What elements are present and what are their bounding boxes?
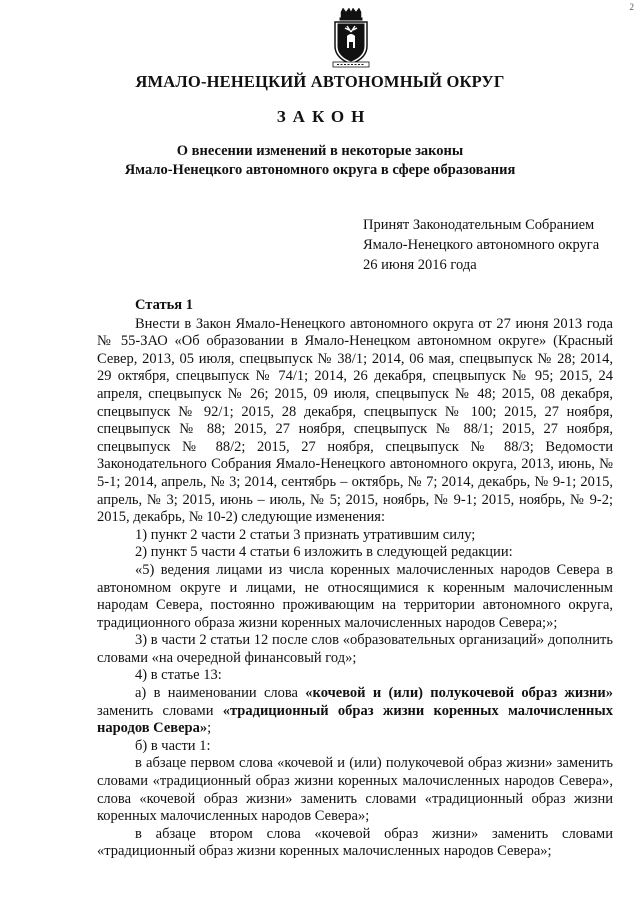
title-line-2: Ямало-Ненецкого автономного округа в сфере образования xyxy=(124,162,516,178)
item-2-quote: «5) ведения лицами из числа коренных малочисленных народов Севера в автономном округе и лицами, не относящимися к коренным малочисленным народам Севера, постоянно проживающим на территории автономного округа, традиционного образа жизни коренных малочисленных народов Севера;»; xyxy=(97,561,613,631)
page-mark: 2 xyxy=(629,2,634,12)
item-4b-paragraph-1: в абзаце первом слова «кочевой и (или) полукочевой образ жизни» заменить словами «традиционный образ жизни коренных малочисленных народов Севера», слова «кочевой образ жизни» заменить словами «традиционный образ жизни коренных малочисленных народов Севера»; xyxy=(97,755,613,825)
coat-of-arms-icon xyxy=(329,8,373,68)
adoption-line-2: Ямало-Ненецкого автономного округа xyxy=(363,237,600,253)
item-4a-end: ; xyxy=(207,720,212,737)
item-4: 4) в статье 13: xyxy=(135,667,222,684)
item-2: 2) пункт 5 части 4 статьи 6 изложить в следующей редакции: xyxy=(135,544,513,561)
item-4a-mid: заменить словами xyxy=(97,702,223,719)
item-4b: б) в части 1: xyxy=(135,737,211,754)
adoption-note xyxy=(363,215,599,275)
item-4a-old-words: «кочевой и (или) полукочевой образ жизни» xyxy=(305,685,613,702)
document-type: ЗАКОН xyxy=(276,107,372,126)
adoption-line-1: Принят Законодательным Собранием xyxy=(363,217,595,233)
document-title xyxy=(0,142,640,180)
item-3: 3) в части 2 статьи 12 после слов «образовательных организаций» дополнить словами «на очередной финансовый год»; xyxy=(97,632,613,666)
article-heading: Статья 1 xyxy=(135,297,193,313)
item-4b-paragraph-2: в абзаце втором слова «кочевой образ жизни» заменить словами «традиционный образ жизни коренных малочисленных народов Севера»; xyxy=(97,825,613,860)
item-4a-new-words: «традиционный образ жизни коренных малочисленных народов Севера» xyxy=(97,702,613,737)
item-4a-start: а) в наименовании слова xyxy=(135,685,306,702)
item-4a xyxy=(97,685,613,738)
title-line-1: О внесении изменений в некоторые законы xyxy=(176,143,464,159)
article-intro: Внести в Закон Ямало-Ненецкого автономного округа от 27 июня 2013 года № 55-ЗАО «Об образовании в Ямало-Ненецком автономном округе» (Красный Север, 2013, 05 июля, спецвыпуск № 38/1; 2014, 06 мая, спецвыпуск № 28; 2014, 29 октября, спецвыпуск № 74/1; 2014, 26 декабря, спецвыпуск № 95; 2015, 24 апреля, спецвыпуск № 26; 2015, 09 июля, спецвыпуск № 48; 2015, 08 декабря, спецвыпуск № 92/1; 2015, 28 декабря, спецвыпуск № 100; 2015, 27 ноября, спецвыпуск № 88; 2015, 27 ноября, спецвыпуск № 88/1; 2015, 27 ноября, спецвыпуск № 88/2; 2015, 27 ноября, спецвыпуск № 88/3; Ведомости Законодательного Собрания Ямало-Ненецкого автономного округа, 2013, июнь, № 5-1; 2014, апрель, № 3; 2014, сентябрь – октябрь, № 7; 2014, декабрь, № 9-1; 2015, апрель, № 3; 2015, июнь – июль, № 5; 2015, ноябрь, № 9-1; 2015, ноябрь, № 9-2; 2015, декабрь, № 10-2) следующие изменения: xyxy=(97,315,613,526)
article-body xyxy=(97,297,613,861)
item-1: 1) пункт 2 части 2 статьи 3 признать утратившим силу; xyxy=(135,526,476,543)
adoption-date: 26 июня 2016 года xyxy=(363,257,477,273)
organization-name: ЯМАЛО-НЕНЕЦКИЙ АВТОНОМНЫЙ ОКРУГ xyxy=(135,72,505,91)
